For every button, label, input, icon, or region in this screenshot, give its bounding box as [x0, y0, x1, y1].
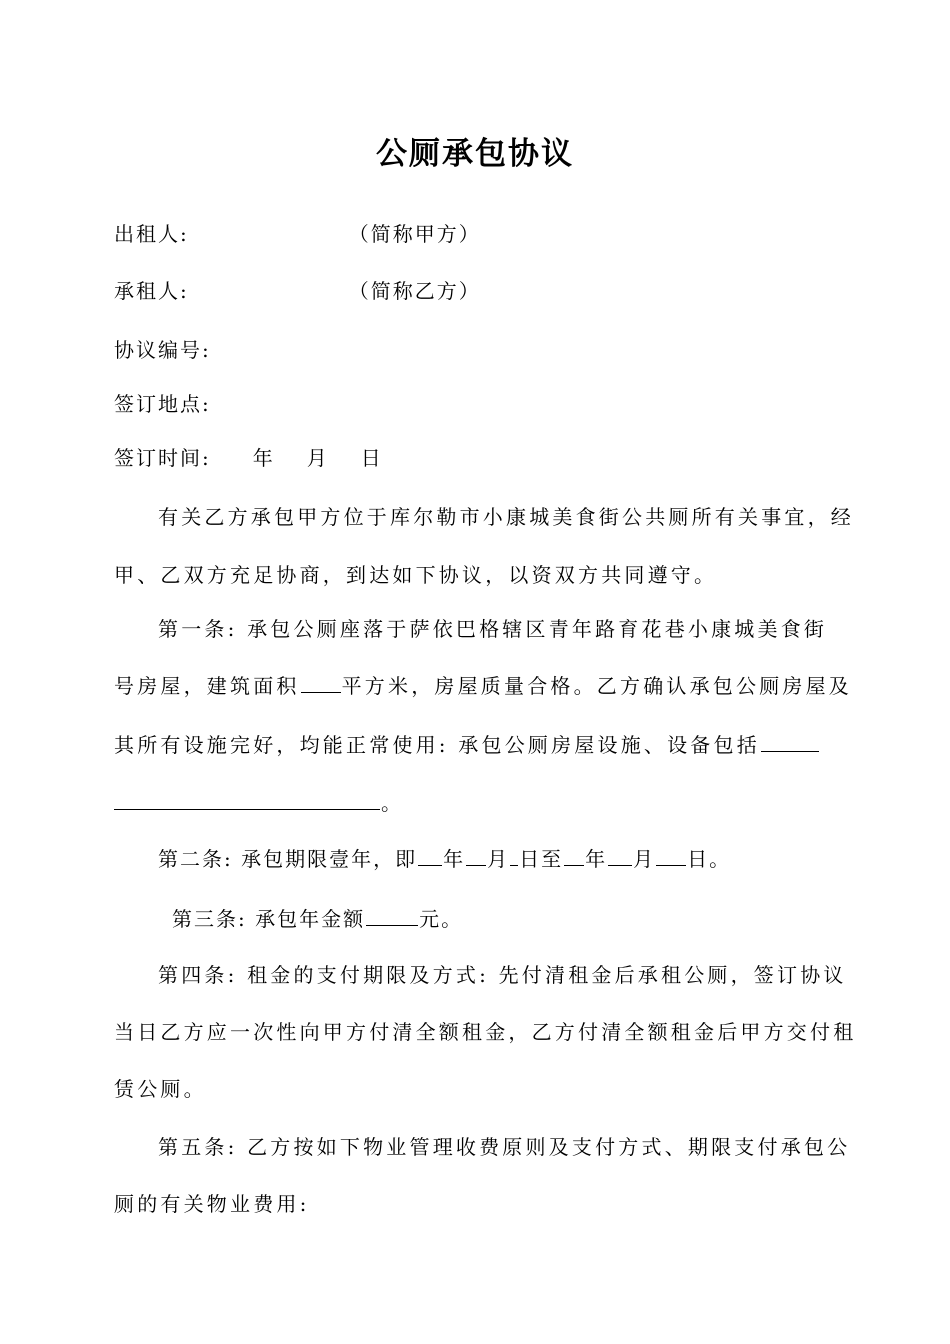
article-1-line-4 [114, 788, 403, 818]
preamble-line-2: 甲、乙双方充足协商，到达如下协议，以资双方共同遵守。 [114, 563, 718, 587]
article-5-line-2: 厕的有关物业费用: [114, 1192, 310, 1216]
article-2-line [158, 844, 731, 874]
blank-year-1 [418, 847, 442, 866]
sign-time-label: 签订时间: [114, 446, 211, 470]
lessor-label: 出租人: [114, 222, 189, 246]
article-3-line [172, 904, 463, 934]
amount-blank [366, 907, 418, 926]
sign-month: 月 [306, 446, 329, 470]
blank-month-2 [608, 847, 632, 866]
sign-time-line [114, 443, 383, 473]
blank-year-2 [564, 847, 584, 866]
lessee-line [114, 276, 481, 306]
preamble-line-1: 有关乙方承包甲方位于库尔勒市小康城美食街公共厕所有关事宜，经 [158, 505, 854, 529]
article-5-line-1: 第五条: 乙方按如下物业管理收费原则及支付方式、期限支付承包公 [158, 1135, 851, 1159]
document-title: 公厕承包协议 [376, 136, 574, 172]
article-1-end: 。 [381, 791, 403, 815]
article-4-line-3: 赁公厕。 [114, 1077, 207, 1101]
article-2-day-1: 日至 [519, 847, 564, 871]
lessor-note: （简称甲方） [348, 222, 481, 246]
article-1-text-b: 平方米，房屋质量合格。乙方确认承包公厕房屋及 [341, 674, 853, 698]
article-3-end: 元。 [419, 907, 464, 931]
article-2-text: 第二条: 承包期限壹年，即 [158, 847, 418, 871]
article-1-text-a: 号房屋，建筑面积 [114, 674, 300, 698]
sign-day: 日 [360, 446, 383, 470]
lessee-label: 承租人: [114, 279, 189, 303]
article-4-line-1: 第四条: 租金的支付期限及方式: 先付清租金后承租公厕，签订协议 [158, 963, 847, 987]
article-1-text-c: 其所有设施完好，均能正常使用: 承包公厕房屋设施、设备包括 [114, 733, 760, 757]
facilities-blank-1 [761, 733, 819, 752]
sign-year: 年 [252, 446, 275, 470]
blank-day-2 [656, 847, 686, 866]
lessee-note: （简称乙方） [348, 279, 481, 303]
facilities-blank-2 [114, 791, 380, 810]
article-1-line-2 [114, 671, 852, 701]
lessor-line [114, 219, 481, 249]
article-2-month-2: 月 [633, 847, 656, 871]
article-2-day-2: 日。 [687, 847, 732, 871]
sign-place-label: 签订地点: [114, 392, 211, 416]
area-blank [301, 674, 341, 693]
article-2-year-2: 年 [585, 847, 608, 871]
sign-place-line [114, 389, 211, 419]
article-2-year-1: 年 [443, 847, 466, 871]
article-3-text: 第三条: 承包年金额 [172, 907, 366, 931]
article-4-line-2: 当日乙方应一次性向甲方付清全额租金，乙方付清全额租金后甲方交付租 [114, 1020, 857, 1044]
article-2-month-1: 月 [487, 847, 510, 871]
blank-day-1 [510, 847, 518, 866]
agreement-number-label: 协议编号: [114, 338, 211, 362]
agreement-number-line [114, 335, 211, 365]
article-1-line-3 [114, 730, 820, 760]
article-1-line-1: 第一条: 承包公厕座落于萨依巴格辖区青年路育花巷小康城美食街 [158, 617, 828, 641]
blank-month-1 [466, 847, 486, 866]
